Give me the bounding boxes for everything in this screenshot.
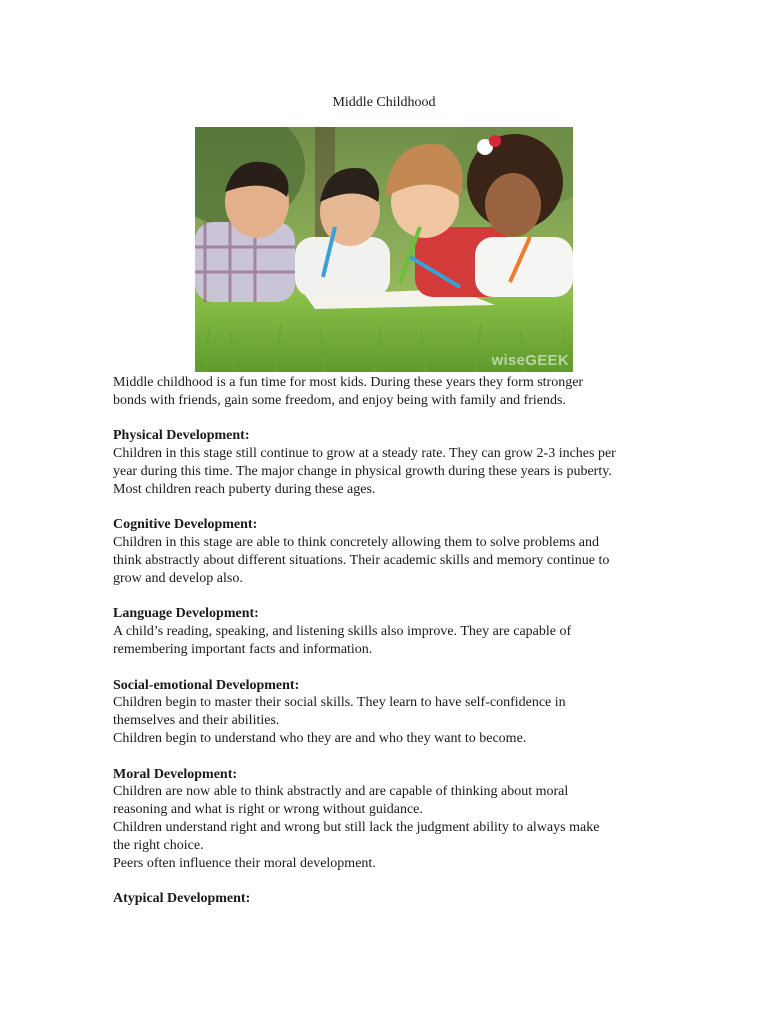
section-line: themselves and their abilities.: [113, 713, 280, 729]
section-line: Children begin to master their social skills. They learn to have self-confidence in: [113, 695, 566, 711]
section-cognitive-development: [113, 516, 673, 587]
section-heading: Atypical Development:: [113, 891, 251, 907]
section-language-development: [113, 605, 673, 658]
children-drawing-photo: [195, 127, 573, 372]
section-line: the right choice.: [113, 837, 204, 853]
section-heading: Cognitive Development:: [113, 517, 258, 533]
section-line: remembering important facts and information.: [113, 641, 373, 657]
section-line: Most children reach puberty during these ages.: [113, 481, 376, 497]
section-line: reasoning and what is right or wrong without guidance.: [113, 802, 423, 818]
section-heading: Physical Development:: [113, 428, 250, 444]
image-watermark: wiseGEEK: [491, 352, 569, 369]
intro-line: bonds with friends, gain some freedom, and enjoy being with family and friends.: [113, 392, 566, 408]
section-moral-development: [113, 766, 673, 873]
section-line: Children are now able to think abstractly and are capable of thinking about moral: [113, 784, 569, 800]
section-heading: Moral Development:: [113, 766, 238, 782]
section-line: Children in this stage still continue to grow at a steady rate. They can grow 2-3 inches per: [113, 446, 616, 462]
section-social-emotional-development: [113, 677, 673, 748]
section-line: Peers often influence their moral development.: [113, 855, 376, 871]
section-heading: Language Development:: [113, 606, 259, 622]
section-line: grow and develop also.: [113, 570, 243, 586]
section-line: Children understand right and wrong but still lack the judgment ability to always make: [113, 819, 600, 835]
section-line: Children in this stage are able to think concretely allowing them to solve problems and: [113, 535, 599, 551]
document-body: [113, 374, 673, 926]
intro-paragraph: [113, 374, 673, 410]
section-line: Children begin to understand who they are and who they want to become.: [113, 730, 527, 746]
intro-line: Middle childhood is a fun time for most kids. During these years they form stronger: [113, 375, 584, 390]
section-heading: Social-emotional Development:: [113, 677, 300, 693]
page-title: Middle Childhood: [332, 95, 436, 110]
section-physical-development: [113, 427, 673, 498]
photo-illustration: [195, 127, 573, 372]
section-atypical-development: [113, 890, 673, 908]
section-line: A child’s reading, speaking, and listening skills also improve. They are capable of: [113, 624, 572, 640]
section-line: year during this time. The major change in physical growth during these years is puberty.: [113, 463, 612, 479]
section-line: think abstractly about different situations. Their academic skills and memory continue to: [113, 552, 610, 568]
